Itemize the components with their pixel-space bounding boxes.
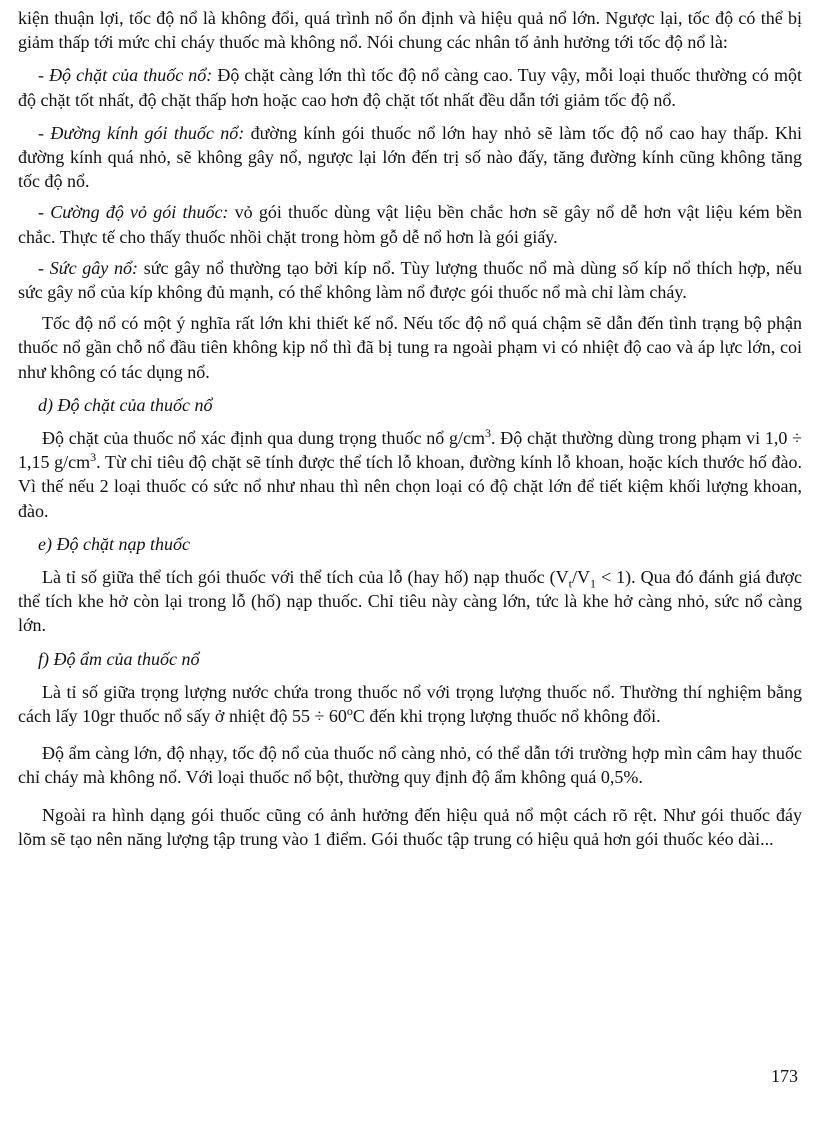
list-item-diameter: - Đường kính gói thuốc nổ: đường kính gói thuốc nổ lớn hay nhỏ sẽ làm tốc độ nổ cao hay thấp. Khi đường kính quá nhỏ, sẽ không gây nổ, ngược lại lớn đến trị số nào đấy, tăng đường kính cũng không tăng tốc độ nổ. <box>18 122 802 192</box>
heading-f: f) Độ ẩm của thuốc nổ <box>38 648 200 669</box>
paragraph-humidity-effect: Độ ẩm càng lớn, độ nhạy, tốc độ nổ của thuốc nổ càng nhỏ, có thể dẫn tới trường hợp mìn câm hay thuốc chỉ cháy mà không nổ. Với loại thuốc nổ bột, thường quy định độ ẩm không quá 0,5%. <box>18 743 802 788</box>
paragraph-shape: Ngoài ra hình dạng gói thuốc cũng có ảnh hưởng đến hiệu quả nổ một cách rõ rệt. Như gói thuốc đáy lõm sẽ tạo nên năng lượng tập trung vào 1 điểm. Gói thuốc tập trung có hiệu quả hơn gói thuốc kéo dài... <box>18 804 802 849</box>
heading-e: e) Độ chặt nạp thuốc <box>38 533 190 554</box>
term-diameter: Đường kính gói thuốc nổ: <box>50 122 245 143</box>
list-item-casing: - Cường độ vỏ gói thuốc: vỏ gói thuốc dùng vật liệu bền chắc hơn sẽ gây nổ dễ hơn vật liệu kém bền chắc. Thực tế cho thấy thuốc nhồi chặt trong hòm gỗ dễ nổ hơn là gói giấy. <box>18 202 803 247</box>
page-body <box>18 6 802 851</box>
paragraph-loading-density: Là tỉ số giữa thể tích gói thuốc với thể tích của lỗ (hay hố) nạp thuốc $(V_t/V_1 < 1)$. Qua đó đánh giá được thể tích khe hở còn lại trong lỗ (hố) nạp thuốc. Chỉ tiêu này càng lớn, tức là khe hở càng nhỏ, sức nổ càng lớn. <box>18 567 802 636</box>
heading-d: d) Độ chặt của thuốc nổ <box>38 394 213 415</box>
list-item-density: - Độ chặt của thuốc nổ: Độ chặt càng lớn thì tốc độ nổ càng cao. Tuy vậy, mỗi loại thuốc thường có một độ chặt tốt nhất, độ chặt thấp hơn hoặc cao hơn độ chặt tốt nhất đều dẫn tới giảm tốc độ nổ. <box>18 65 802 110</box>
term-density: Độ chặt của thuốc nổ: <box>49 65 213 86</box>
term-casing: Cường độ vỏ gói thuốc: <box>50 202 229 223</box>
paragraph-density: Độ chặt của thuốc nổ xác định qua dung trọng thuốc nổ $g/cm^3$. Độ chặt thường dùng trong phạm vi 1,0 ÷ 1,15 $g/cm^3$. Từ chỉ tiêu độ chặt sẽ tính được thể tích lỗ khoan, đường kính lỗ khoan, hoặc kích thước hố đào. Vì thế nếu 2 loại thuốc có sức nổ như nhau thì nên chọn loại có độ chặt lớn để tiết kiệm khối lượng khoan, đào. <box>18 426 802 521</box>
paragraph-speed: Tốc độ nổ có một ý nghĩa rất lớn khi thiết kế nổ. Nếu tốc độ nổ quá chậm sẽ dẫn đến tình trạng bộ phận thuốc nổ gần chỗ nổ đầu tiên không kịp nổ thì đã bị tung ra ngoài phạm vi có nhiệt độ cao và áp lực lớn, coi như không có tác dụng nổ. <box>18 313 802 382</box>
term-initiation: Sức gây nổ: <box>49 257 139 278</box>
page-number: 173 <box>771 1066 798 1086</box>
paragraph-intro: kiện thuận lợi, tốc độ nổ là không đổi, quá trình nổ ổn định và hiệu quả nổ lớn. Ngược lại, tốc độ có thể bị giảm thấp tới mức chỉ cháy thuốc mà không nổ. Nói chung các nhân tố ảnh hưởng tới tốc độ nổ là: <box>18 8 802 53</box>
paragraph-humidity-def: Là tỉ số giữa trọng lượng nước chứa trong thuốc nổ với trọng lượng thuốc nổ. Thường thí nghiệm bằng cách lấy 10gr thuốc nổ sấy ở nhiệt độ $55 \div 60^oC$ đến khi trọng lượng thuốc nổ không đổi. <box>18 681 802 727</box>
list-item-initiation: - Sức gây nổ: sức gây nổ thường tạo bởi kíp nổ. Tùy lượng thuốc nổ mà dùng số kíp nổ thích hợp, nếu sức gây nổ của kíp không đủ mạnh, có thể không làm nổ được gói thuốc nổ mà chỉ làm cháy. <box>18 257 802 303</box>
